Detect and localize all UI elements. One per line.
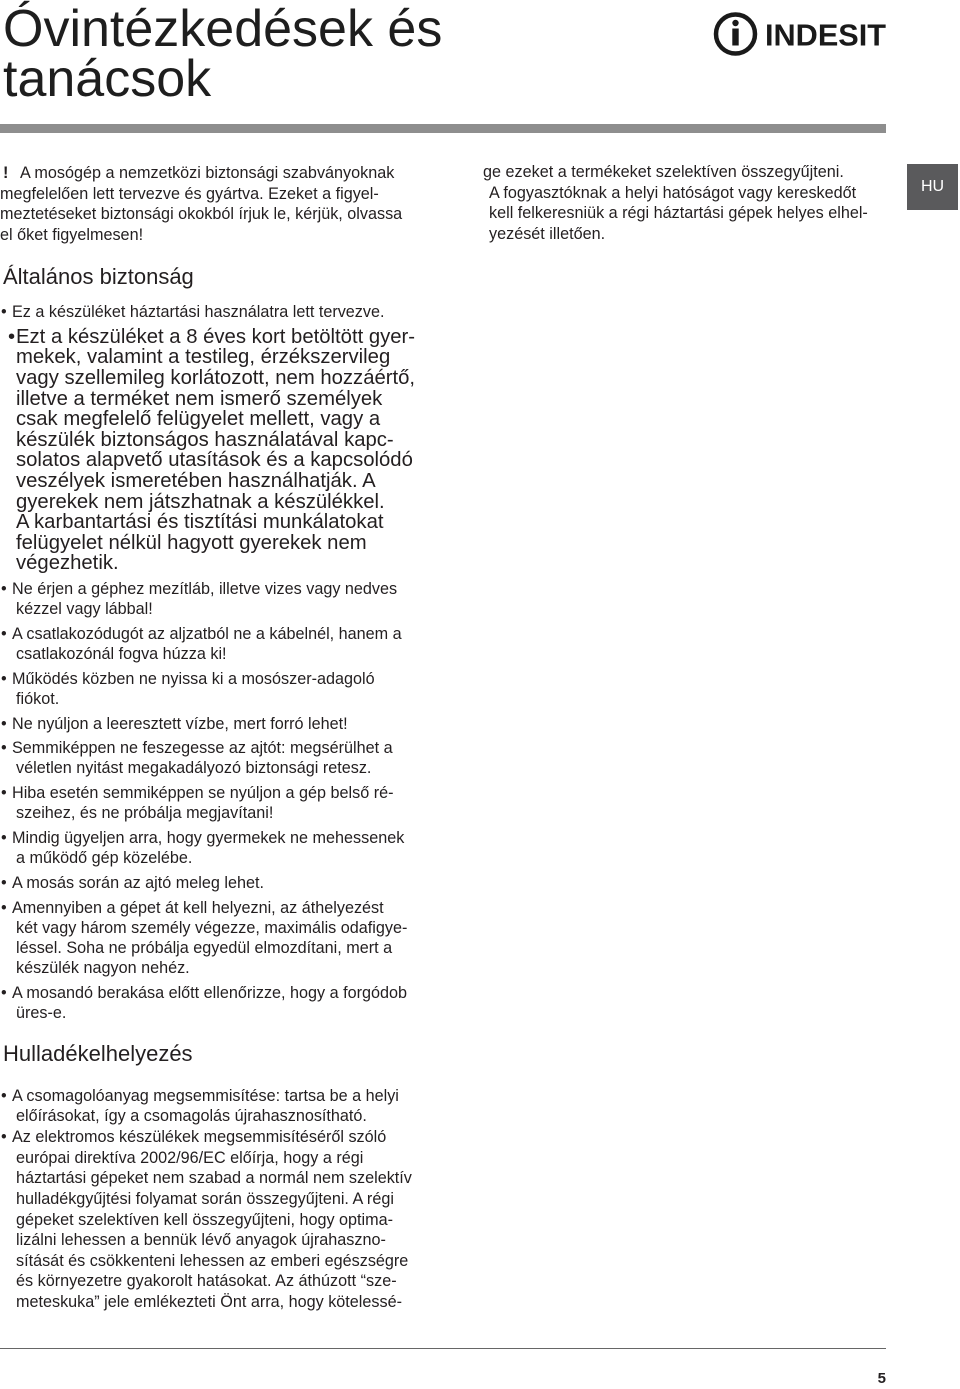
text-line: szeihez, és ne próbálja megjavítani!: [16, 804, 274, 823]
intro-text-line: megfelelően lett tervezve és gyártva. Ezeket a figyel-: [0, 184, 379, 203]
text-line: üres-e.: [16, 1003, 67, 1022]
bullet-text-line: • Ez a készüléket háztartási használatra lett tervezve.: [0, 302, 415, 322]
text-line: a működő gép közelébe.: [16, 849, 193, 868]
text-line: gyerekek nem játszhatnak a készülékkel.: [16, 490, 385, 513]
brand-wordmark: INDESIT: [765, 17, 887, 53]
text-line: készülék nagyon nehéz.: [16, 959, 190, 978]
safety-item: [0, 983, 415, 1023]
text-line: fiókot.: [16, 689, 60, 708]
text-line: két vagy három személy végezze, maximális odafigye-: [16, 919, 408, 938]
safety-item: [0, 873, 415, 893]
continued-text-line: A fogyasztóknak a helyi hatóságot vagy kereskedőt: [489, 183, 857, 202]
text-line: vagy szellemileg korlátozott, nem hozzáértő,: [16, 367, 416, 390]
page-number: 5: [877, 1370, 886, 1387]
text-line: meteskuka” jele emlékezteti Önt arra, hogy kötelessé-: [16, 1293, 402, 1312]
safety-item-children: [0, 327, 415, 574]
bullet-text-line: • A mosandó berakása előtt ellenőrizze, hogy a forgódob: [0, 983, 415, 1003]
text-line: végezhetik.: [16, 552, 119, 575]
safety-item: [0, 898, 415, 978]
text-line: felügyelet nélkül hagyott gyerekek nem: [16, 531, 367, 554]
disposal-item: [0, 1086, 412, 1127]
text-line: illetve a terméket nem ismerő személyek: [16, 387, 383, 410]
section-heading-general-safety: Általános biztonság: [3, 264, 194, 289]
text-line: csak megfelelő felügyelet mellett, vagy a: [16, 408, 381, 431]
text-line: veszélyek ismeretében használhatják. A: [16, 470, 376, 493]
text-line: kézzel vagy lábbal!: [16, 599, 153, 618]
safety-item: [0, 669, 415, 709]
page-title-line: tanácsok: [3, 50, 212, 108]
bullet-text-line: • Hiba esetén semmiképpen se nyúljon a gép belső ré-: [0, 783, 415, 803]
text-line: készülék biztonságos használatával kapc-: [16, 428, 394, 451]
intro-text-line: A mosógép a nemzetközi biztonsági szabványoknak: [20, 164, 395, 182]
text-line: csatlakozónál fogva húzza ki!: [16, 644, 227, 663]
text-line: mekek, valamint a testileg, érzékszervileg: [16, 346, 391, 369]
safety-item: [0, 738, 415, 778]
page-title: [3, 0, 443, 108]
text-line: háztartási gépeket nem szabad a normál nem szelektív: [16, 1169, 412, 1188]
safety-item: [0, 302, 415, 322]
bullet-text-line: • A mosás során az ajtó meleg lehet.: [0, 873, 415, 893]
text-line: léssel. Soha ne próbálja egyedül elmozdítani, mert a: [16, 939, 393, 958]
text-line: hulladékgyűjtési folyamat során összegyűjteni. A régi: [16, 1190, 394, 1209]
disposal-list: [0, 1086, 412, 1313]
bullet-text-line: • Amennyiben a gépet át kell helyezni, az áthelyezést: [0, 898, 415, 918]
intro-first-line: [0, 163, 402, 184]
text-line: lizálni lehessen a bennük lévő anyagok újrahaszno-: [16, 1231, 386, 1250]
general-safety-list: [0, 302, 415, 1028]
text-line: előírásokat, így a csomagolás újrahasznosítható.: [16, 1107, 367, 1126]
intro-warning: [0, 163, 402, 245]
bullet-text-line: • Az elektromos készülékek megsemmisítéséről szóló: [0, 1127, 412, 1148]
text-line: európai direktíva 2002/96/EC előírja, hogy a régi: [16, 1148, 364, 1167]
bullet-text-line: • Mindig ügyeljen arra, hogy gyermekek ne mehessenek: [0, 828, 415, 848]
bullet-text-line: • Ezt a készüléket a 8 éves kort betöltött gyer-: [0, 327, 415, 348]
safety-item: [0, 624, 415, 664]
page-title-line: Óvintézkedések és: [3, 0, 443, 58]
bullet-text-line: • Ne nyúljon a leeresztett vízbe, mert forró lehet!: [0, 714, 415, 734]
bullet-text-line: • A csatlakozódugót az aljzatból ne a kábelnél, hanem a: [0, 624, 415, 644]
disposal-item: [0, 1127, 412, 1312]
intro-text-line: el őket figyelmesen!: [0, 225, 144, 244]
indesit-logo: [712, 11, 888, 59]
text-line: és környezetre gyakorolt hatásokat. Az áthúzott “sze-: [16, 1272, 397, 1291]
text-line: solatos alapvető utasítások és a kapcsolódó: [16, 449, 413, 472]
text-line: gépeket szelektíven kell összegyűjteni, hogy optima-: [16, 1210, 394, 1229]
bullet-text-line: • A csomagolóanyag megsemmisítése: tartsa be a helyi: [0, 1086, 412, 1107]
continued-text-line: kell felkeresniük a régi háztartási gépek helyes elhel-: [489, 204, 868, 223]
safety-item: [0, 579, 415, 619]
safety-item: [0, 714, 415, 734]
continued-text: [483, 162, 868, 244]
text-line: A karbantartási és tisztítási munkálatokat: [16, 511, 384, 534]
text-line: véletlen nyitást megakadályozó biztonsági retesz.: [16, 759, 372, 778]
warning-mark: !: [3, 164, 9, 182]
footer-rule: [0, 1348, 886, 1349]
continued-text-line: yezését illetően.: [489, 224, 606, 243]
language-tab-hu: HU: [907, 164, 958, 210]
section-heading-disposal: Hulladékelhelyezés: [3, 1041, 193, 1066]
bullet-text-line: • Semmiképpen ne feszegesse az ajtót: megsérülhet a: [0, 738, 415, 758]
header-rule: [0, 124, 886, 133]
circled-i-logo-icon: [716, 15, 755, 54]
safety-item: [0, 783, 415, 823]
text-line: sítását és csökkenteni lehessen az emberi egészségre: [16, 1251, 409, 1270]
bullet-text-line: • Ne érjen a géphez mezítláb, illetve vizes vagy nedves: [0, 579, 415, 599]
safety-item: [0, 828, 415, 868]
intro-text-line: meztetéseket biztonsági okokból írjuk le, kérjük, olvassa: [0, 205, 403, 224]
bullet-text-line: • Működés közben ne nyissa ki a mosószer-adagoló: [0, 669, 415, 689]
continued-text-line: ge ezeket a termékeket szelektíven összegyűjteni.: [483, 163, 844, 181]
